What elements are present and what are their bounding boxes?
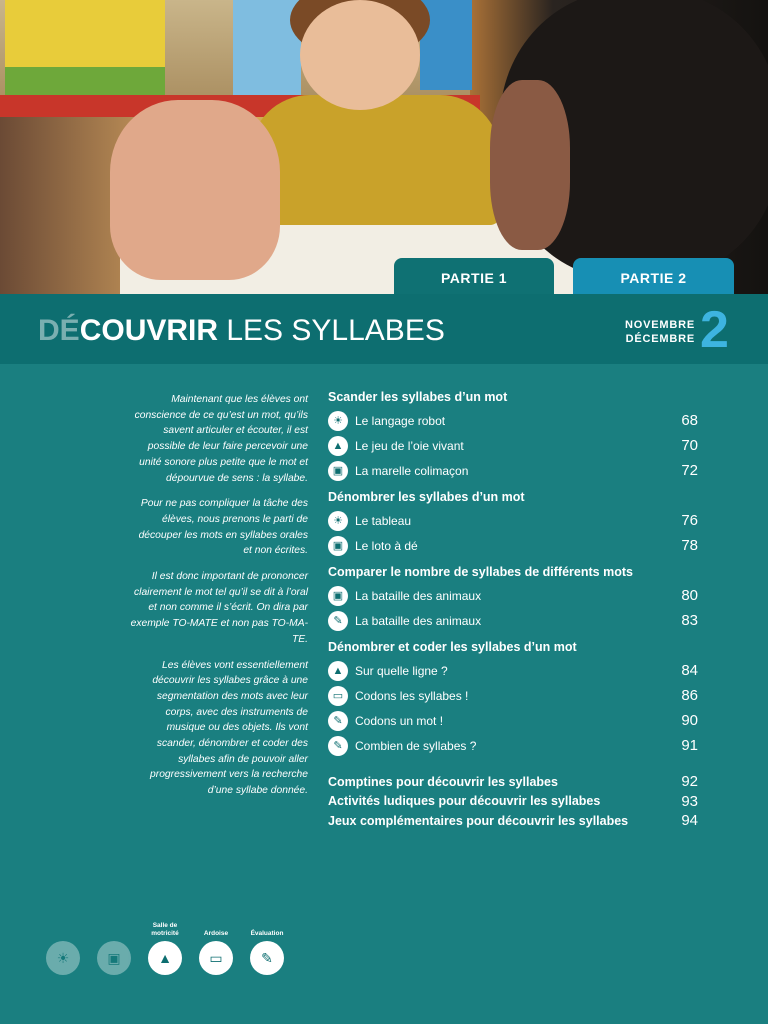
toc-item[interactable]: [328, 408, 698, 433]
toc-item[interactable]: [328, 733, 698, 758]
month-end: DÉCEMBRE: [625, 333, 695, 345]
tab-partie-2[interactable]: [573, 258, 734, 298]
toc-item[interactable]: [328, 658, 698, 683]
bulb-icon: ☀: [46, 941, 80, 975]
toc-item-page: 76: [681, 512, 698, 529]
icon-legend: [44, 920, 286, 975]
tab-label: PARTIE 2: [620, 270, 687, 286]
evaluation-icon: ✎: [328, 736, 348, 756]
legend-item: [197, 920, 235, 975]
toc-item-page: 72: [681, 462, 698, 479]
toc-item-page: 86: [681, 687, 698, 704]
toc-item-label: Combien de syllabes ?: [355, 738, 477, 753]
toc-extra-page: 93: [681, 792, 698, 810]
toc-item-page: 91: [681, 737, 698, 754]
slate-icon: ▭: [199, 941, 233, 975]
toc-item-label: Codons les syllabes !: [355, 688, 469, 703]
toc-item[interactable]: [328, 433, 698, 458]
game-icon: ▣: [328, 586, 348, 606]
slate-icon: ▭: [328, 686, 348, 706]
evaluation-icon: ✎: [250, 941, 284, 975]
evaluation-icon: ✎: [328, 611, 348, 631]
legend-item: [95, 920, 133, 975]
toc-item[interactable]: [328, 508, 698, 533]
title-faded-part: DÉ: [38, 314, 80, 347]
game-icon: ▣: [97, 941, 131, 975]
toc-item[interactable]: [328, 533, 698, 558]
toc-item-page: 70: [681, 437, 698, 454]
toc-item-label: Sur quelle ligne ?: [355, 663, 448, 678]
toc-extra-item[interactable]: [328, 811, 698, 831]
intro-paragraph: Il est donc important de prononcer clairement le mot tel qu’il se dit à l’oral et non comme il s’écrit. On dira par exemple TO-MATE et non pas TO-MA-TE.: [130, 571, 308, 645]
evaluation-icon: ✎: [328, 711, 348, 731]
period-number: 2: [700, 301, 729, 359]
bulb-icon: ☀: [328, 511, 348, 531]
toc-item[interactable]: [328, 583, 698, 608]
toc-section: [328, 565, 698, 633]
intro-paragraph: Pour ne pas compliquer la tâche des élèves, nous prenons le parti de découper les mots en syllabes orales et non écrites.: [138, 498, 308, 557]
toc-item-label: La marelle colimaçon: [355, 463, 469, 478]
toc-extra-label: Activités ludiques pour découvrir les syllabes: [328, 794, 601, 809]
toc-item-label: Le langage robot: [355, 413, 446, 428]
tab-label: PARTIE 1: [441, 270, 507, 286]
toc-extra-label: Jeux complémentaires pour découvrir les syllabes: [328, 813, 629, 828]
game-icon: ▣: [328, 536, 348, 556]
toc-item-label: Le jeu de l’oie vivant: [355, 438, 464, 453]
legend-item: [146, 920, 184, 975]
toc-section: [328, 390, 698, 483]
intro-paragraph: Maintenant que les élèves ont conscience de ce qu’est un mot, qu’ils savent articuler et écouter, il est possible de leur faire percevoir une unité sonore plus petite que le mot et dépourvue de sens : la syllabe.: [134, 394, 308, 484]
tab-partie-1[interactable]: [394, 258, 554, 298]
motor-room-icon: ▲: [328, 661, 348, 681]
intro-text: [128, 392, 308, 809]
motor-room-icon: ▲: [328, 436, 348, 456]
toc-item-label: Le loto à dé: [355, 538, 418, 553]
game-icon: ▣: [328, 461, 348, 481]
toc-section: [328, 490, 698, 558]
page-title: [38, 314, 445, 348]
classroom-photo: [0, 0, 768, 300]
toc-extra-item[interactable]: [328, 772, 698, 792]
table-of-contents: [328, 390, 698, 831]
section-heading: Dénombrer les syllabes d’un mot: [328, 490, 525, 504]
intro-paragraph: Les élèves vont essentiellement découvrir les syllabes grâce à une segmentation des mots avec leur corps, avec des instruments de musique ou des objets. Ils vont scander, dénombrer et coder des syllabes afin de pouvoir aller progressivement vers la recherche d’une syllabe donnée.: [150, 659, 308, 797]
toc-item-label: La bataille des animaux: [355, 613, 482, 628]
toc-item-page: 78: [681, 537, 698, 554]
toc-item-label: Le tableau: [355, 513, 412, 528]
toc-item-page: 80: [681, 587, 698, 604]
legend-item: [248, 920, 286, 975]
toc-item-page: 68: [681, 412, 698, 429]
section-heading: Scander les syllabes d’un mot: [328, 390, 508, 404]
toc-item[interactable]: [328, 683, 698, 708]
toc-item[interactable]: [328, 708, 698, 733]
toc-item-label: Codons un mot !: [355, 713, 444, 728]
toc-item[interactable]: [328, 458, 698, 483]
month-start: NOVEMBRE: [625, 319, 695, 331]
legend-item: [44, 920, 82, 975]
legend-caption: Évaluation: [250, 930, 284, 937]
toc-item-page: 83: [681, 612, 698, 629]
toc-item[interactable]: [328, 608, 698, 633]
bulb-icon: ☀: [328, 411, 348, 431]
title-bold-part: COUVRIR: [79, 314, 219, 347]
toc-extra-item[interactable]: [328, 792, 698, 812]
section-heading: Comparer le nombre de syllabes de différents mots: [328, 565, 633, 579]
legend-caption: Ardoise: [203, 930, 229, 937]
legend-caption: Salle de motricité: [151, 922, 179, 937]
section-heading: Dénombrer et coder les syllabes d’un mot: [328, 640, 577, 654]
toc-extra-page: 92: [681, 773, 698, 791]
toc-item-page: 90: [681, 712, 698, 729]
period-label: [600, 318, 695, 346]
toc-section: [328, 640, 698, 758]
toc-item-page: 84: [681, 662, 698, 679]
title-rest-part: LES SYLLABES: [218, 314, 445, 347]
motor-room-icon: ▲: [148, 941, 182, 975]
toc-item-label: La bataille des animaux: [355, 588, 482, 603]
toc-extra-page: 94: [681, 812, 698, 830]
toc-extra-label: Comptines pour découvrir les syllabes: [328, 774, 558, 789]
